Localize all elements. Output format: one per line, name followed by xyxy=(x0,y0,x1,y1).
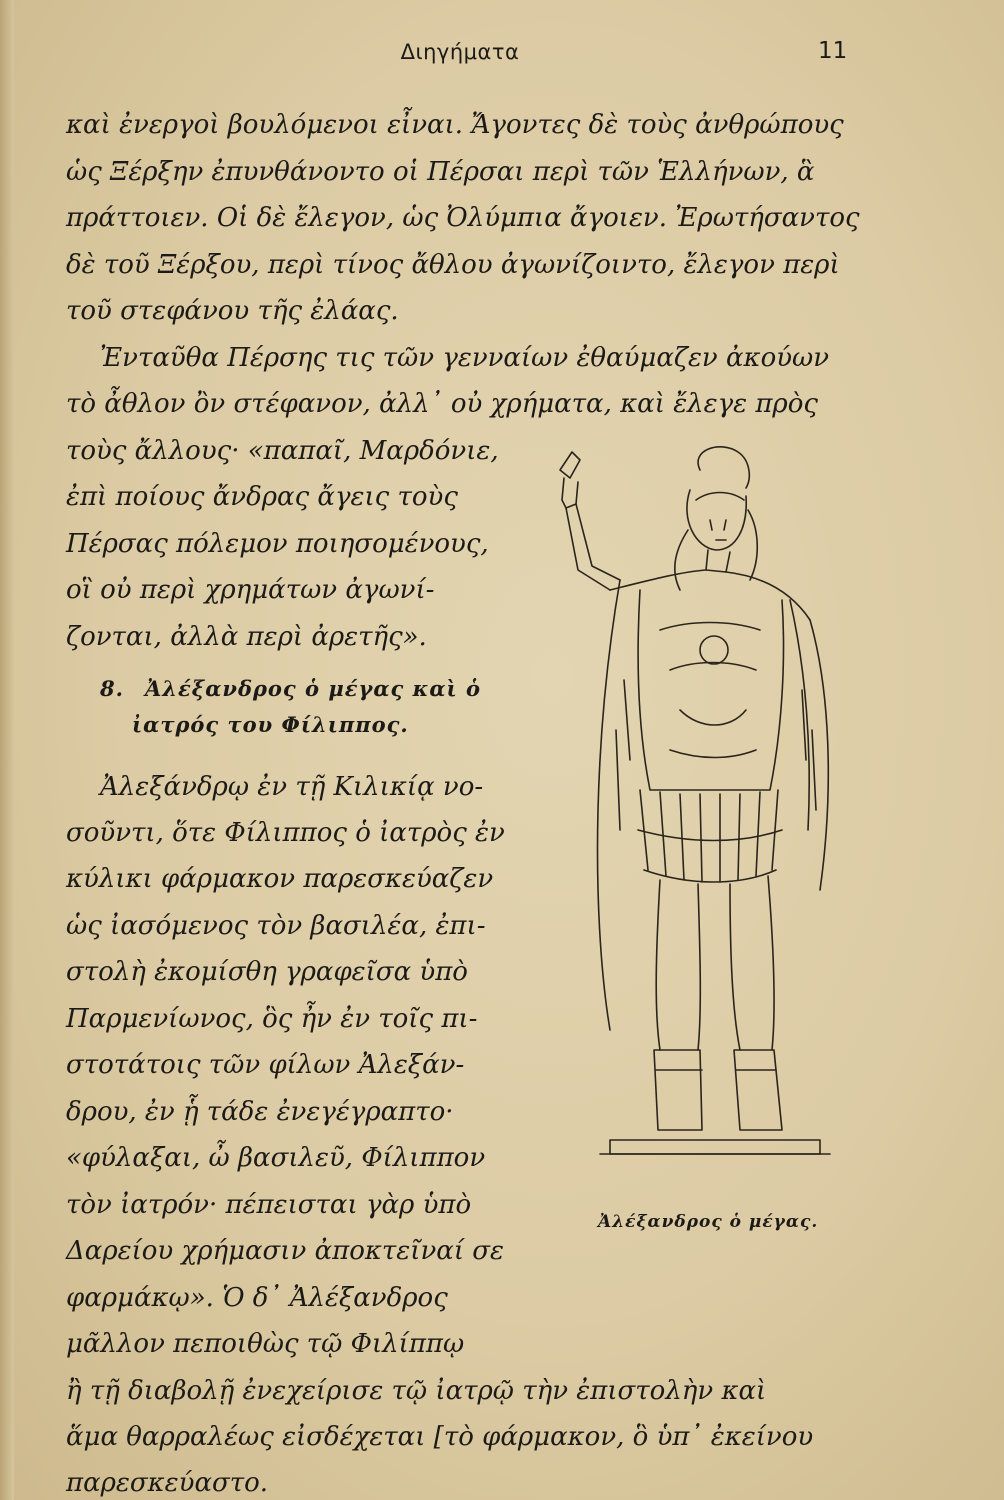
section-heading-line: ἰατρός του Φίλιππος. xyxy=(132,712,409,737)
text-line: τοῦ στεφάνου τῆς ἐλάας. xyxy=(66,296,399,326)
text-line: Παρμενίωνος, ὃς ἦν ἐν τοῖς πι- xyxy=(66,1004,478,1034)
text-line: τὸν ἰατρόν· πέπεισται γὰρ ὑπὸ xyxy=(66,1190,472,1220)
text-line: Δαρείου χρήμασιν ἀποκτεῖναί σε xyxy=(66,1236,504,1266)
text-line: Ἐνταῦθα Πέρσης τις τῶν γενναίων ἐθαύμαζεν ἀκούων xyxy=(100,343,830,373)
page-number: 11 xyxy=(818,38,848,64)
text-line: δρου, ἐν ᾗ τάδε ἐνεγέγραπτο· xyxy=(66,1097,454,1127)
text-line: ἅμα θαρραλέως εἰσδέχεται [τὸ φάρμακον, ὃ ὑπ᾿ ἐκείνου xyxy=(66,1422,814,1452)
text-line: οἳ οὐ περὶ χρημάτων ἀγωνί- xyxy=(66,575,435,605)
text-line: ἐπὶ ποίους ἄνδρας ἄγεις τοὺς xyxy=(66,482,458,512)
figure-caption: Ἀλέξανδρος ὁ μέγας. xyxy=(598,1212,819,1232)
text-line: «φύλαξαι, ὦ βασιλεῦ, Φίλιππον xyxy=(66,1143,486,1173)
text-line: πράττοιεν. Οἱ δὲ ἔλεγον, ὡς Ὀλύμπια ἄγοιεν. Ἐρωτήσαντος xyxy=(66,203,860,233)
text-line: Ἀλεξάνδρῳ ἐν τῇ Κιλικίᾳ νο- xyxy=(100,772,484,802)
text-line: ὡς ἰασόμενος τὸν βασιλέα, ἐπι- xyxy=(66,911,486,941)
running-header-title: Διηγήματα xyxy=(400,40,520,64)
text-line: Πέρσας πόλεμον ποιησομένους, xyxy=(66,529,489,559)
text-line: ἢ τῇ διαβολῇ ἐνεχείρισε τῷ ἰατρῷ τὴν ἐπιστολὴν καὶ xyxy=(66,1376,767,1406)
text-line: τὸ ἆθλον ὂν στέφανον, ἀλλ᾿ οὐ χρήματα, καὶ ἔλεγε πρὸς xyxy=(66,389,818,419)
text-line: παρεσκεύαστο. xyxy=(66,1468,269,1498)
text-line: στοτάτοις τῶν φίλων Ἀλεξάν- xyxy=(66,1050,465,1080)
text-line: δὲ τοῦ Ξέρξου, περὶ τίνος ἄθλου ἀγωνίζοιντο, ἔλεγον περὶ xyxy=(66,250,840,280)
text-line: φαρμάκῳ». Ὁ δ᾿ Ἀλέξανδρος xyxy=(66,1283,448,1313)
text-line: στολὴ ἐκομίσθη γραφεῖσα ὑπὸ xyxy=(66,957,468,987)
text-line: καὶ ἐνεργοὶ βουλόμενοι εἶναι. Ἄγοντες δὲ τοὺς ἀνθρώπους xyxy=(66,110,844,140)
text-line: τοὺς ἄλλους· «παπαῖ, Μαρδόνιε, xyxy=(66,436,499,466)
text-line: μᾶλλον πεποιθὼς τῷ Φιλίππῳ xyxy=(66,1329,465,1359)
text-line: σοῦντι, ὅτε Φίλιππος ὁ ἰατρὸς ἐν xyxy=(66,818,505,848)
section-heading-line: Ἀλέξανδρος ὁ μέγας καὶ ὁ xyxy=(145,676,481,701)
text-line: ζονται, ἀλλὰ περὶ ἀρετῆς». xyxy=(66,622,427,652)
text-line: κύλικι φάρμακον παρεσκεύαζεν xyxy=(66,864,494,894)
page-gutter-edge xyxy=(0,0,14,1500)
statue-engraving-illustration xyxy=(520,430,850,1190)
section-number: 8. xyxy=(100,676,124,701)
text-line: ὡς Ξέρξην ἐπυνθάνοντο οἱ Πέρσαι περὶ τῶν Ἑλλήνων, ἃ xyxy=(66,157,815,187)
